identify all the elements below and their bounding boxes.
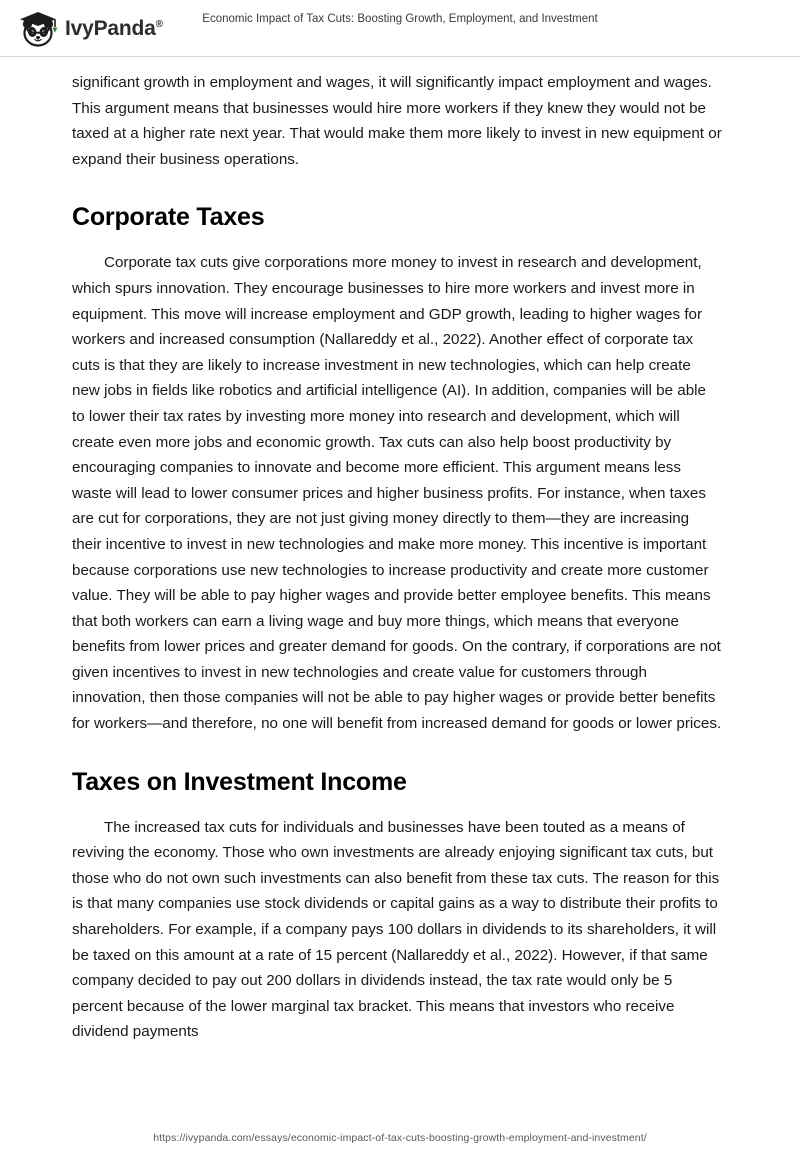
page-header: [0, 0, 800, 56]
document-title: Economic Impact of Tax Cuts: Boosting Growth, Employment, and Investment: [202, 13, 598, 25]
document-content: [72, 70, 722, 1045]
page-footer: [0, 1128, 800, 1146]
heading-taxes-on-investment-income: Taxes on Investment Income: [72, 767, 407, 796]
header-divider: [0, 56, 800, 57]
paragraph-continued: significant growth in employment and wages, it will significantly impact employment and wages. This argument means that businesses would hire more workers if they knew they would not be taxed at a higher rate next year. That would make them more likely to invest in new equipment or expand their business operations.: [72, 74, 722, 168]
paragraph-corporate-taxes: Corporate tax cuts give corporations more money to invest in research and development, which spurs innovation. They encourage businesses to hire more workers and invest more in equipment. This move will increase employment and GDP growth, leading to higher wages for workers and increased consumption (Nallareddy et al., 2022). Another effect of corporate tax cuts is that they are likely to increase investment in new technologies, which can help create new jobs in fields like robotics and artificial intelligence (AI). In addition, companies will be able to lower their tax rates by investing more money into research and development, which will create even more jobs and economic growth. Tax cuts can also help boost productivity by encouraging companies to innovate and become more efficient. This argument means less waste will lead to lower consumer prices and higher business profits. For instance, when taxes are cut for corporations, they are not just giving money directly to them—they are increasing their incentive to invest in new technologies and make more money. This incentive is important because corporations use new technologies to increase productivity and create more customer value. They will be able to pay higher wages and provide better employee benefits. This means that both workers can earn a living wage and buy more things, which means that everyone benefits from lower prices and greater demand for goods. On the contrary, if corporations are not given incentives to invest in new technologies and create value for customers through innovation, then those companies will not be able to pay higher wages or provide better benefits for workers—and therefore, no one will benefit from increased demand for goods or lower prices.: [72, 254, 722, 733]
paragraph-taxes-on-investment-income: The increased tax cuts for individuals and businesses have been touted as a means of reviving the economy. Those who own investments are already enjoying significant tax cuts, but those who do not own such investments can also benefit from these tax cuts. The reason for this is that many companies use stock dividends or capital gains as a way to distribute their profits to shareholders. For example, if a company pays 100 dollars in dividends to its shareholders, it will be taxed on this amount at a rate of 15 percent (Nallareddy et al., 2022). However, if that same company decided to pay out 200 dollars in dividends instead, the tax rate would only be 5 percent because of the lower marginal tax bracket. This means that investors who receive dividend payments: [72, 818, 720, 1041]
footer-source-url[interactable]: https://ivypanda.com/essays/economic-impact-of-tax-cuts-boosting-growth-employment-and-investment/: [153, 1132, 647, 1144]
brand-name-text: IvyPanda: [65, 17, 156, 40]
heading-corporate-taxes: Corporate Taxes: [72, 203, 265, 232]
brand-registered-mark: ®: [155, 19, 163, 30]
